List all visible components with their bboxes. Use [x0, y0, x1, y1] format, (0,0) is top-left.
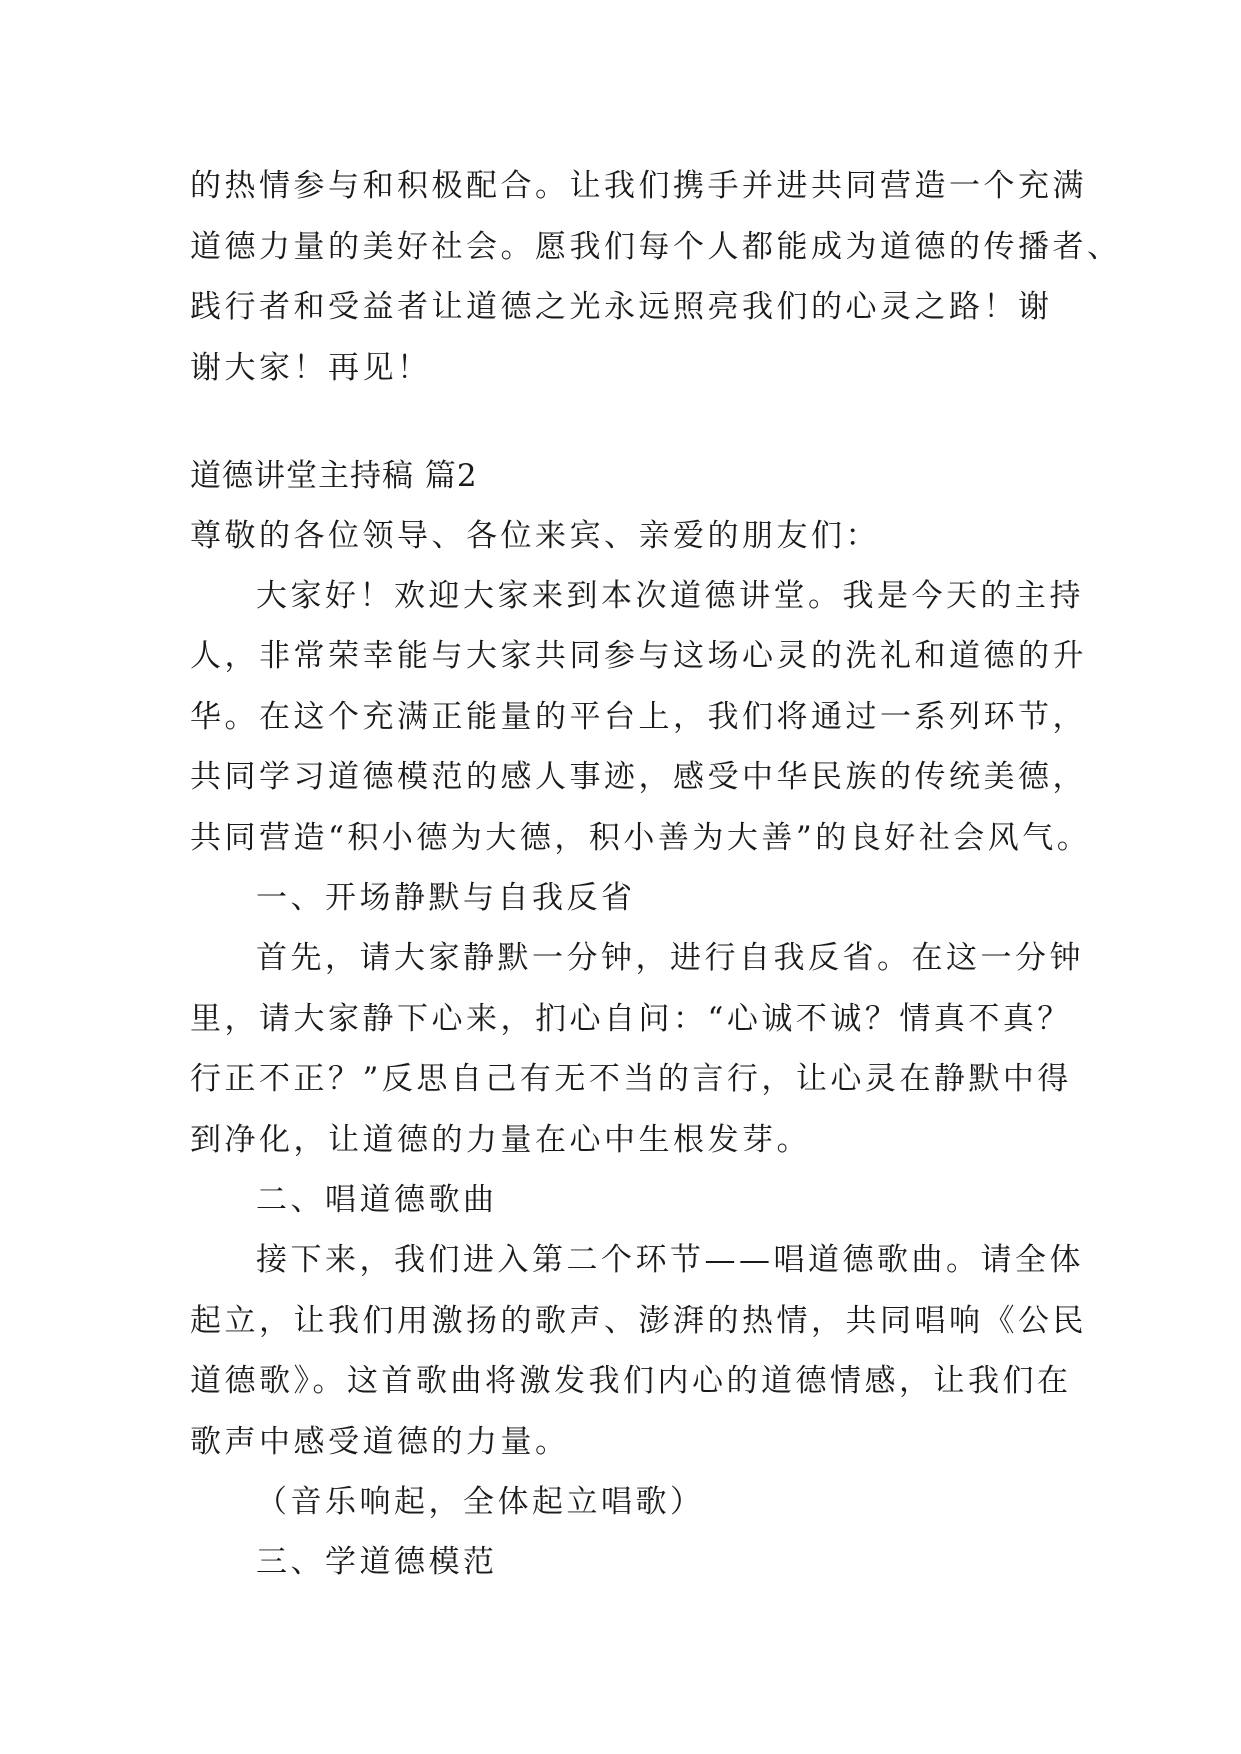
text-line: 行正不正？”反思自己有无不当的言行，让心灵在静默中得 [190, 1061, 1072, 1097]
stage-direction: （音乐响起，全体起立唱歌） [256, 1484, 705, 1520]
text-line: 践行者和受益者让道德之光永远照亮我们的心灵之路！谢 [190, 289, 1053, 325]
text-line: 首先，请大家静默一分钟，进行自我反省。在这一分钟 [256, 940, 1084, 976]
text-line: 到净化，让道德的力量在心中生根发芽。 [190, 1122, 811, 1158]
text-line: 共同营造“积小德为大德，积小善为大善”的良好社会风气。 [190, 820, 1092, 856]
text-line: 共同学习道德模范的感人事迹，感受中华民族的传统美德， [190, 759, 1087, 795]
text-line: 大家好！欢迎大家来到本次道德讲堂。我是今天的主持 [256, 578, 1084, 614]
text-line: 谢大家！再见！ [190, 350, 432, 386]
text-line: 人，非常荣幸能与大家共同参与这场心灵的洗礼和道德的升 [190, 638, 1087, 674]
text-line: 道德力量的美好社会。愿我们每个人都能成为道德的传播者、 [190, 229, 1122, 265]
text-line: 里，请大家静下心来，扪心自问：“心诚不诚？情真不真？ [190, 1001, 1072, 1037]
text-line: 的热情参与和积极配合。让我们携手并进共同营造一个充满 [190, 168, 1087, 204]
text-line: 华。在这个充满正能量的平台上，我们将通过一系列环节， [190, 699, 1087, 735]
subheading: 一、开场静默与自我反省 [256, 880, 636, 916]
text-line: 歌声中感受道德的力量。 [190, 1424, 570, 1460]
subheading: 二、唱道德歌曲 [256, 1182, 498, 1218]
section-title: 道德讲堂主持稿 篇2 [190, 458, 478, 494]
salutation: 尊敬的各位领导、各位来宾、亲爱的朋友们： [190, 518, 880, 554]
subheading: 三、学道德模范 [256, 1544, 498, 1580]
text-line: 接下来，我们进入第二个环节——唱道德歌曲。请全体 [256, 1242, 1084, 1278]
text-line: 道德歌》。这首歌曲将激发我们内心的道德情感，让我们在 [190, 1363, 1072, 1399]
text-line: 起立，让我们用激扬的歌声、澎湃的热情，共同唱响《公民 [190, 1303, 1087, 1339]
